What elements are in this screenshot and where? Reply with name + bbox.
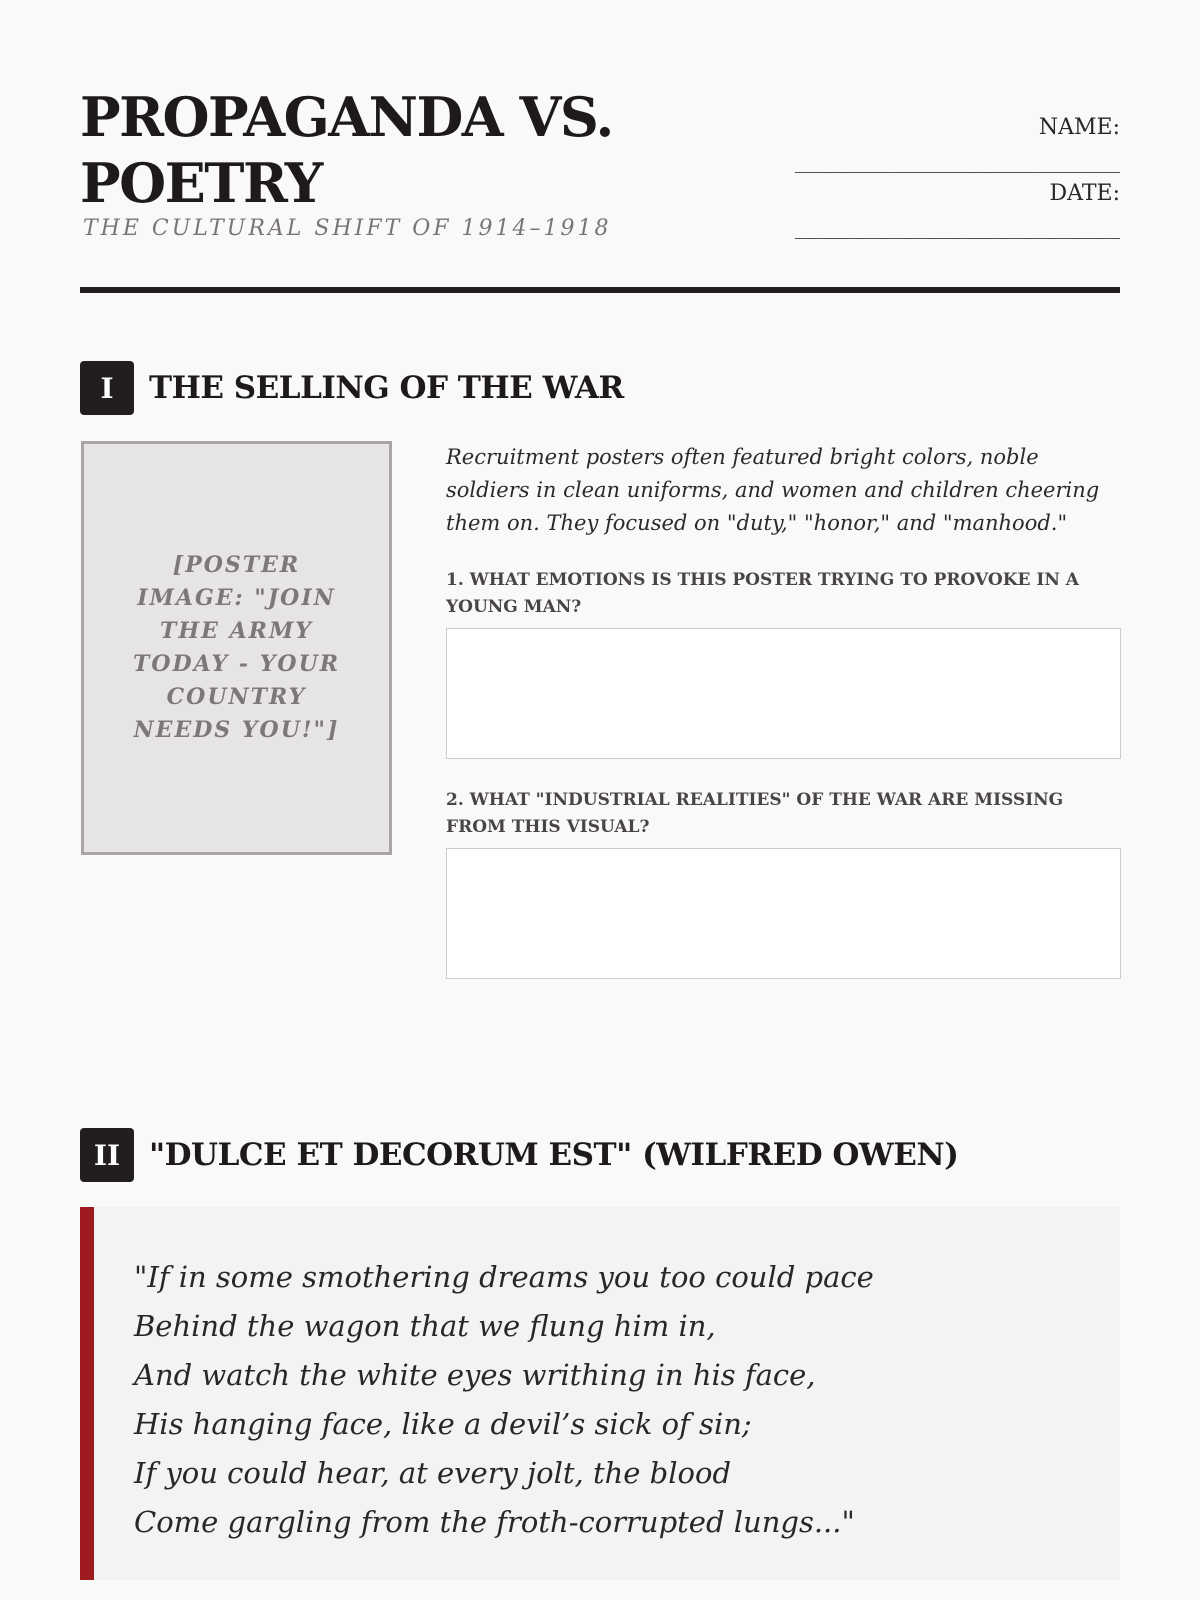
- section-one-numeral: I: [80, 361, 134, 415]
- section-two-heading: [80, 1128, 958, 1182]
- section-two-title: "DULCE ET DECORUM EST" (WILFRED OWEN): [149, 1137, 959, 1173]
- answer-box-one[interactable]: [446, 628, 1121, 759]
- date-blank-line[interactable]: ___________________________: [794, 215, 1120, 239]
- section-two-numeral: II: [80, 1128, 134, 1182]
- poster-image-placeholder: [81, 441, 392, 855]
- name-blank-line[interactable]: ___________________________: [794, 149, 1120, 173]
- poem-line: And watch the white eyes writhing in his face,: [134, 1358, 816, 1392]
- poem-line: Behind the wagon that we flung him in,: [134, 1309, 716, 1343]
- section-one-intro: Recruitment posters often featured bright colors, noble soldiers in clean uniforms, and women and children cheering them on. They focused on "duty," "honor," and "manhood.": [446, 445, 1100, 535]
- name-label: NAME:: [1038, 115, 1120, 140]
- worksheet-title: PROPAGANDA VS. POETRY: [80, 85, 613, 215]
- poem-line: Come gargling from the froth-corrupted lungs...": [134, 1505, 855, 1539]
- answer-box-two[interactable]: [446, 848, 1121, 979]
- worksheet-subtitle: THE CULTURAL SHIFT OF 1914–1918: [83, 216, 612, 241]
- poem-line: If you could hear, at every jolt, the blood: [134, 1456, 732, 1490]
- poem-line: His hanging face, like a devil’s sick of sin;: [134, 1407, 752, 1441]
- poem-excerpt: [80, 1207, 1120, 1580]
- poster-caption: [POSTER IMAGE: "JOIN THE ARMY TODAY - YOUR COUNTRY NEEDS YOU!"]: [132, 552, 341, 743]
- question-two: 2. WHAT "INDUSTRIAL REALITIES" OF THE WAR ARE MISSING FROM THIS VISUAL?: [446, 790, 1064, 837]
- section-one-heading: [80, 361, 624, 415]
- question-one: 1. WHAT EMOTIONS IS THIS POSTER TRYING TO PROVOKE IN A YOUNG MAN?: [446, 570, 1079, 617]
- student-info: [775, 112, 1120, 244]
- date-label: DATE:: [1049, 181, 1120, 206]
- header-divider: [80, 287, 1120, 293]
- poem-line: "If in some smothering dreams you too could pace: [134, 1260, 874, 1294]
- section-one-title: THE SELLING OF THE WAR: [149, 370, 624, 406]
